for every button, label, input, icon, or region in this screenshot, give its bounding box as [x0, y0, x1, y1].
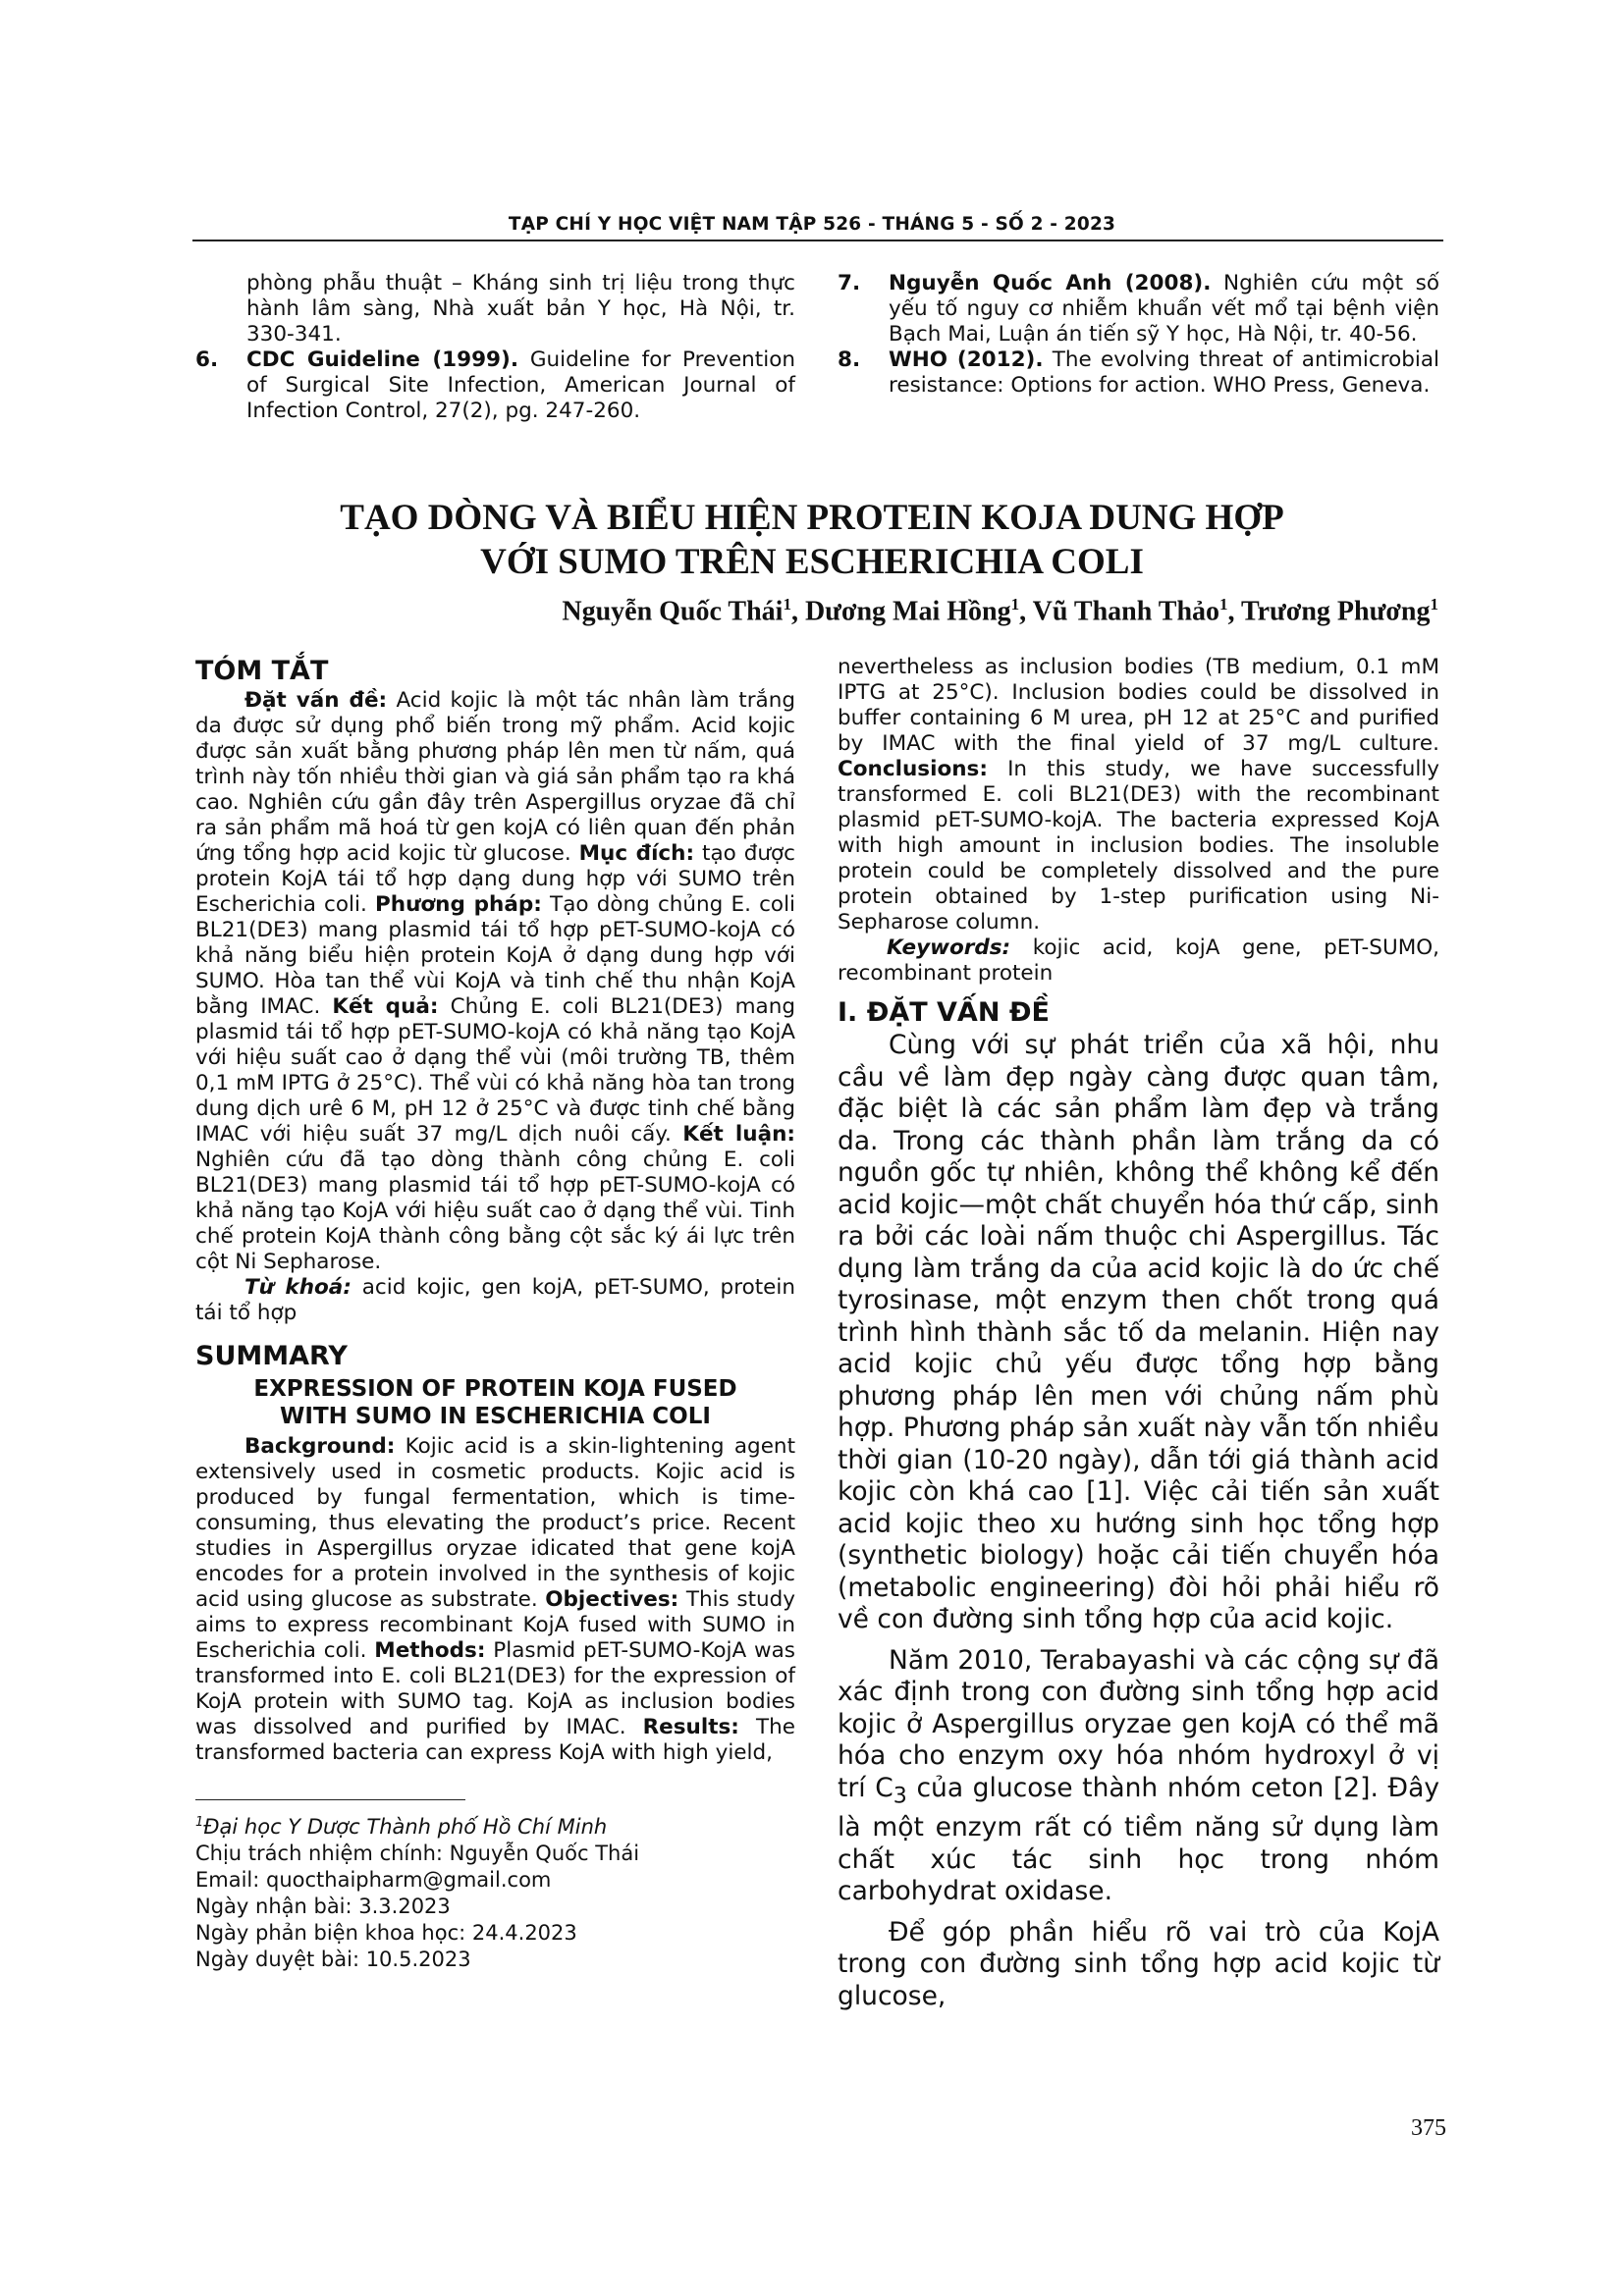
article-title: [0, 496, 1624, 584]
author-name: Vũ Thanh Thảo: [1032, 596, 1220, 627]
summary-text: Plasmid pET-SUMO-KojA was transformed into E. coli BL21(DE3) for the expression of KojA protein with SUMO tag. KojA as inclusion bodies was dissolved and purified by IMAC.: [195, 1638, 795, 1739]
footnotes: [195, 1809, 795, 1973]
keywords-label: Keywords:: [887, 935, 1011, 960]
reference-number: 8.: [838, 347, 861, 372]
abstract-text: Tạo dòng chủng E. coli BL21(DE3) mang plasmid tái tổ hợp pET-SUMO-kojA có khả năng biểu hiện protein KojA ở dạng dung hợp với SUMO. Hòa tan thể vùi KojA và tinh chế thu nhận KojA bằng IMAC.: [195, 892, 796, 1019]
footnote-rule: [195, 1799, 465, 1800]
summary-text: Kojic acid is a skin-lightening agent extensively used in cosmetic products. Kojic acid is produced by fungal fermentation, which is time-consuming, thus elevating the product’s price. Recent studies in Aspergillus oryzae idicated that gene kojA encodes for a protein involved in the synthesis of kojic acid using glucose as substrate.: [195, 1434, 795, 1612]
keywords-en: [838, 935, 1439, 987]
reference-number: 7.: [838, 271, 861, 295]
summary-label: Background:: [244, 1434, 396, 1459]
header-rule: [192, 240, 1443, 241]
abstract-label: Đặt vấn đề:: [244, 688, 388, 713]
abstract-column-right: [838, 655, 1439, 2012]
summary-paragraph-start: [195, 1434, 795, 1766]
author-list: Nguyễn Quốc Thái$^1$, Dương Mai Hồng$^1$, Vũ Thanh Thảo$^1$, Trương Phương$^1$: [562, 595, 1438, 627]
abstract-vi-paragraph: [195, 688, 795, 1275]
reference-text: Nghiên cứu một số yếu tố nguy cơ nhiễm khuẩn vết mổ tại bệnh viện Bạch Mai, Luận án tiến sỹ Y học, Hà Nội, tr. 40-56.: [889, 271, 1440, 347]
intro-text: Năm 2010, Terabayashi và các cộng sự đã xác định trong con đường sinh tổng hợp acid kojic ở Aspergillus oryzae gen kojA có thể mã hóa cho enzym oxy hóa nhóm hydroxyl ở vị trí C: [838, 1644, 1439, 1803]
summary-paragraph-start: [838, 655, 1439, 935]
footnote-received: Ngày nhận bài: 3.3.2023: [195, 1895, 451, 1918]
subscript: 3: [893, 1783, 907, 1808]
footnote-email: Email: quocthaipharm@gmail.com: [195, 1868, 552, 1892]
references-left: [195, 271, 795, 424]
intro-paragraph: Cùng với sự phát triển của xã hội, nhu cầu về làm đẹp ngày càng được quan tâm, đặc biệt là các sản phẩm làm đẹp và trắng da. Trong các thành phần làm trắng da có nguồn gốc tự nhiên, không thể không kể đến acid kojic—một chất chuyển hóa thứ cấp, sinh ra bởi các loài nấm thuộc chi Aspergillus. Tác dụng làm trắng da của acid kojic là do ức chế tyrosinase, một enzym then chốt trong quá trình hình thành sắc tố da melanin. Hiện nay acid kojic chủ yếu được tổng hợp bằng phương pháp lên men với chủng nấm phù hợp. Phương pháp sản xuất này vẫn tốn nhiều thời gian (10-20 ngày), dẫn tới giá thành acid kojic còn khá cao [1]. Việc cải tiến sản xuất acid kojic theo xu hướng sinh học tổng hợp (synthetic biology) hoặc cải tiến chuyển hóa (metabolic engineering) đòi hỏi phải hiểu rõ về con đường sinh tổng hợp của acid kojic.: [838, 1030, 1439, 1634]
author-name: Nguyễn Quốc Thái: [562, 596, 784, 627]
footnote-reviewed: Ngày phản biện khoa học: 24.4.2023: [195, 1921, 577, 1945]
reference-item: [838, 271, 1439, 347]
section-heading: I. ĐẶT VẤN ĐỀ: [838, 997, 1050, 1028]
abstract-label: Phương pháp:: [375, 892, 542, 917]
footnote-affiliation: [195, 1809, 795, 1841]
abstract-heading: TÓM TẮT: [195, 656, 329, 686]
summary-title-line: EXPRESSION OF PROTEIN KOJA FUSED: [253, 1376, 737, 1402]
reference-text: Guideline for Prevention of Surgical Site Infection, American Journal of Infection Control, 27(2), pg. 247-260.: [246, 347, 795, 423]
reference-author: CDC Guideline (1999).: [246, 347, 518, 372]
abstract-label: Kết luận:: [682, 1122, 796, 1147]
keywords-label: Từ khoá:: [244, 1275, 352, 1300]
abstract-text: tạo được protein KojA tái tổ hợp dạng dung hợp với SUMO trên Escherichia coli.: [195, 841, 796, 917]
footnote-accepted: Ngày duyệt bài: 10.5.2023: [195, 1948, 471, 1971]
affiliation-marker: 1: [1430, 595, 1438, 614]
reference-author: WHO (2012).: [889, 347, 1044, 372]
affiliation-marker: 1: [1010, 595, 1020, 614]
reference-text: The evolving threat of antimicrobial resistance: Options for action. WHO Press, Geneva.: [889, 347, 1439, 398]
abstract-label: Mục đích:: [578, 841, 695, 866]
author-name: Trương Phương: [1241, 596, 1431, 627]
reference-item: [838, 347, 1439, 399]
footnote-responsible: Chịu trách nhiệm chính: Nguyễn Quốc Thái: [195, 1842, 640, 1865]
summary-text: nevertheless as inclusion bodies (TB medium, 0.1 mM IPTG at 25°C). Inclusion bodies could be dissolved in buffer containing 6 M urea, pH 12 at 25°C and purified by IMAC with the final yield of 37 mg/L culture.: [838, 655, 1439, 756]
reference-item: [195, 271, 795, 347]
author-name: Dương Mai Hồng: [804, 596, 1011, 627]
affiliation-marker: 1: [783, 595, 791, 614]
abstract-text: Chủng E. coli BL21(DE3) mang plasmid tái tổ hợp pET-SUMO-kojA có khả năng tạo KojA với hiệu suất cao ở dạng thể vùi (môi trường TB, thêm 0,1 mM IPTG ở 25°C). Thể vùi có khả năng hòa tan trong dung dịch urê 6 M, pH 12 ở 25°C và được tinh chế bằng IMAC với hiệu suất 37 mg/L dịch nuôi cấy.: [195, 994, 795, 1147]
summary-text: This study aims to express recombinant KojA fused with SUMO in Escherichia coli.: [195, 1587, 795, 1663]
summary-label: Results:: [642, 1715, 739, 1739]
reference-number: 6.: [195, 347, 219, 372]
summary-text: The transformed bacteria can express KojA with high yield,: [195, 1715, 795, 1765]
abstract-column: [195, 655, 795, 1766]
title-line: TẠO DÒNG VÀ BIỂU HIỆN PROTEIN KOJA DUNG HỢP: [340, 498, 1284, 538]
keywords-text: acid kojic, gen kojA, pET-SUMO, protein tái tổ hợp: [195, 1275, 795, 1325]
keywords-text: kojic acid, kojA gene, pET-SUMO, recombinant protein: [838, 935, 1439, 986]
summary-label: Methods:: [374, 1638, 486, 1663]
summary-heading: SUMMARY: [195, 1341, 348, 1371]
reference-item: [195, 347, 795, 424]
summary-label: Objectives:: [545, 1587, 679, 1612]
footnote-marker: 1: [195, 1815, 204, 1830]
intro-text: của glucose thành nhóm ceton [2]. Đây là một enzym rất có tiềm năng sử dụng làm chất xúc tác sinh học trong nhóm carbohydrat oxidase.: [838, 1772, 1440, 1907]
page-number: 375: [1411, 2115, 1446, 2141]
intro-paragraph: Để góp phần hiểu rõ vai trò của KojA trong con đường sinh tổng hợp acid kojic từ glucose,: [838, 1916, 1439, 2011]
footnote-affiliation-text: Đại học Y Dược Thành phố Hồ Chí Minh: [203, 1815, 608, 1839]
reference-author: Nguyễn Quốc Anh (2008).: [889, 271, 1212, 295]
title-line: VỚI SUMO TRÊN ESCHERICHIA COLI: [480, 542, 1144, 582]
abstract-text: Nghiên cứu đã tạo dòng thành công chủng E. coli BL21(DE3) mang plasmid tái tổ hợp pET-SUMO-kojA có khả năng tạo KojA với hiệu suất cao ở dạng thể vùi. Tinh chế protein KojA thành công bằng cột sắc ký ái lực trên cột Ni Sepharose.: [195, 1148, 795, 1274]
abstract-text: Acid kojic là một tác nhân làm trắng da được sử dụng phổ biến trong mỹ phẩm. Acid kojic được sản xuất bằng phương pháp lên men từ nấm, quá trình này tốn nhiều thời gian và giá sản phẩm tạo ra khá cao. Nghiên cứu gần đây trên Aspergillus oryzae đã chỉ ra sản phẩm mã hoá từ gen kojA có liên quan đến phản ứng tổng hợp acid kojic từ glucose.: [195, 688, 795, 866]
reference-text: phòng phẫu thuật – Kháng sinh trị liệu trong thực hành lâm sàng, Nhà xuất bản Y học, Hà Nội, tr. 330-341.: [246, 271, 795, 347]
references-right: [838, 271, 1439, 399]
intro-paragraph: [838, 1645, 1439, 1908]
running-header: TẠP CHÍ Y HỌC VIỆT NAM TẬP 526 - THÁNG 5 - SỐ 2 - 2023: [508, 214, 1116, 235]
summary-title-line: WITH SUMO IN ESCHERICHIA COLI: [280, 1404, 711, 1429]
summary-title: [195, 1375, 795, 1430]
affiliation-marker: 1: [1219, 595, 1228, 614]
summary-label: Conclusions:: [838, 757, 988, 781]
summary-text: In this study, we have successfully transformed E. coli BL21(DE3) with the recombinant plasmid pET-SUMO-kojA. The bacteria expressed KojA with high amount in inclusion bodies. The insoluble protein could be completely dissolved and the pure protein obtained by 1-step purification using Ni-Sepharose column.: [838, 757, 1439, 934]
abstract-label: Kết quả:: [332, 994, 439, 1019]
keywords-vi: [195, 1275, 795, 1326]
